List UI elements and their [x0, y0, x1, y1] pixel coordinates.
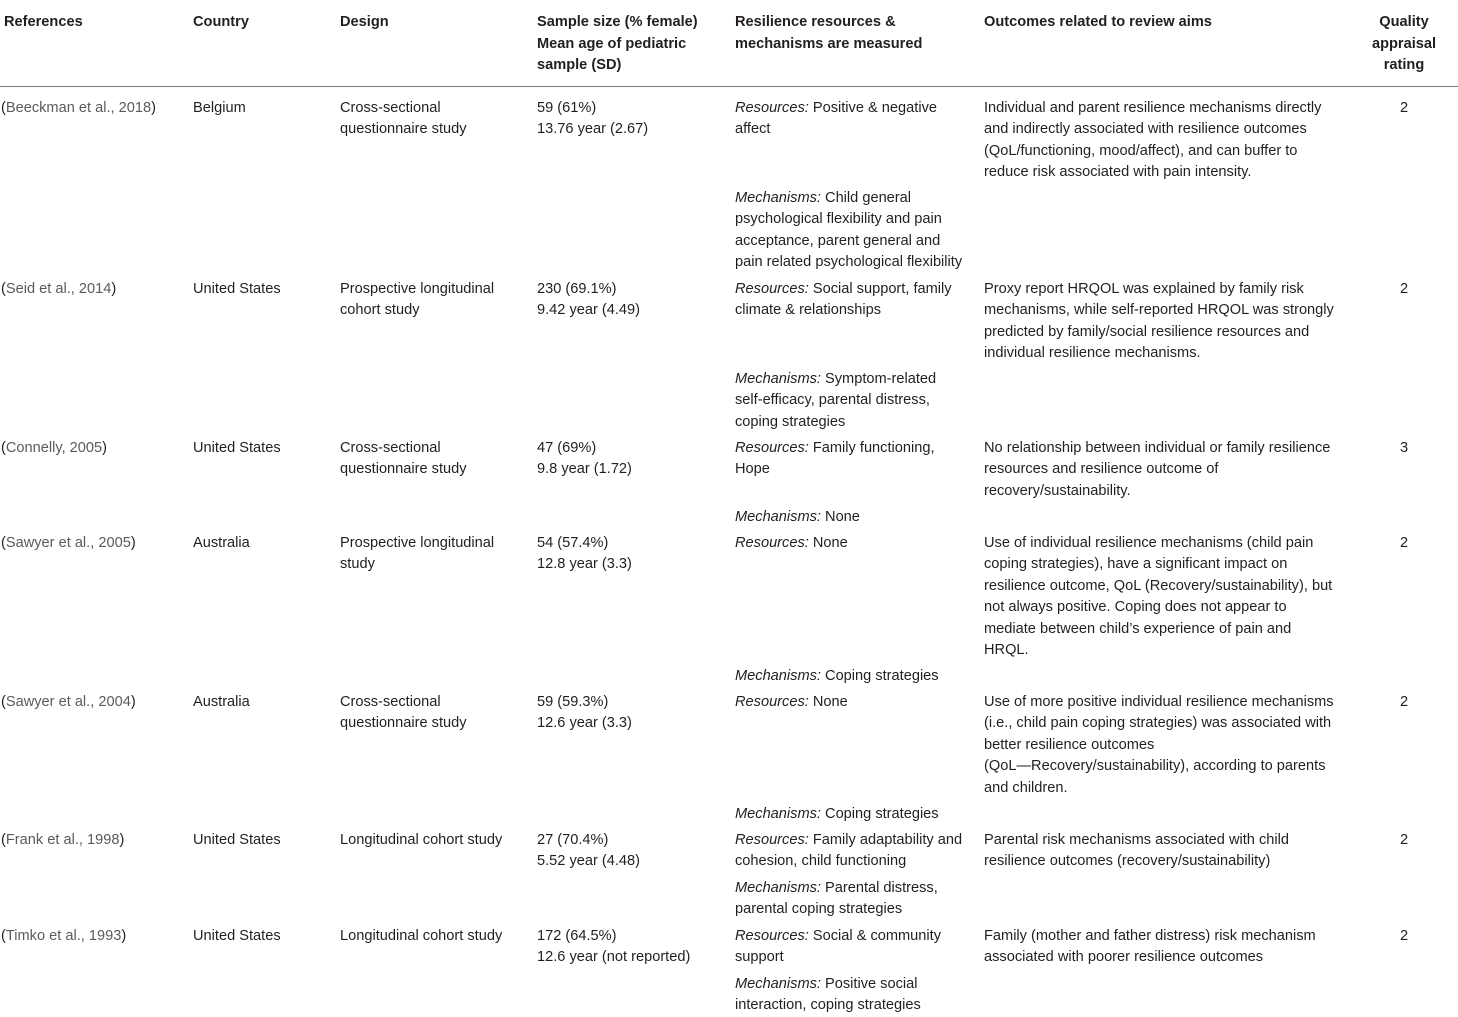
resources-cell	[735, 926, 941, 969]
cell-line: 27 (70.4%)	[537, 832, 609, 848]
citation-link[interactable]: Seid et al., 2014	[5, 281, 112, 297]
cell-line: mechanisms, while self-reported HRQOL was strongly	[984, 302, 1334, 319]
cell-line: 59 (59.3%)	[537, 694, 609, 710]
cell-line: Longitudinal cohort study	[340, 928, 503, 944]
mechanisms-label: Mechanisms:	[735, 509, 821, 525]
header-resilience-line: mechanisms are measured	[735, 35, 923, 52]
sample-cell	[537, 98, 648, 141]
rating-cell: 2	[1399, 281, 1409, 297]
design-cell	[340, 279, 494, 322]
cell-line: 47 (69%)	[537, 440, 597, 456]
cell-line: 9.42 year (4.49)	[537, 302, 641, 319]
citation-link[interactable]: Connelly, 2005	[5, 440, 103, 456]
cell-line	[735, 851, 962, 872]
cell-line: Cross-sectional	[340, 440, 441, 456]
cell-line: 5.52 year (4.48)	[537, 853, 641, 870]
cell-line	[735, 390, 936, 411]
outcomes-cell	[984, 533, 1332, 661]
cell-line: questionnaire study	[340, 121, 467, 138]
cell-line: study	[340, 556, 375, 573]
header-resilience	[735, 12, 922, 55]
cell-line: cohort study	[340, 302, 420, 319]
outcomes-cell	[984, 98, 1321, 184]
header-sample	[537, 12, 698, 77]
cell-line: 12.6 year (3.3)	[537, 715, 632, 732]
mechanisms-text: psychological flexibility and pain	[735, 211, 942, 228]
outcomes-cell	[984, 438, 1330, 502]
country-cell: United States	[193, 832, 281, 848]
resources-text: support	[735, 949, 784, 966]
outcomes-cell	[984, 279, 1334, 365]
header-outcomes: Outcomes related to review aims	[984, 14, 1212, 30]
cell-line: Prospective longitudinal	[340, 535, 495, 551]
cell-line: predicted by family/social resilience resources and	[984, 323, 1310, 340]
mechanisms-text: Child general	[820, 190, 912, 206]
resources-cell	[735, 438, 935, 481]
open-paren: (	[1, 100, 6, 116]
mechanisms-text: acceptance, parent general and	[735, 232, 941, 249]
open-paren: (	[1, 694, 6, 710]
resources-text: Social & community	[808, 928, 942, 944]
country-cell: Australia	[193, 694, 250, 710]
mechanisms-cell	[735, 666, 939, 687]
resources-cell	[735, 692, 848, 713]
header-resilience-line: Resilience resources &	[735, 14, 896, 30]
header-country: Country	[193, 14, 249, 30]
cell-line: Use of individual resilience mechanisms (child pain	[984, 535, 1314, 551]
mechanisms-text: Coping strategies	[820, 668, 939, 684]
cell-line	[735, 300, 952, 321]
cell-line	[735, 252, 962, 273]
open-paren: (	[1, 535, 6, 551]
cell-line: Proxy report HRQOL was explained by family risk	[984, 281, 1304, 297]
table-header	[0, 0, 1458, 87]
cell-line	[735, 209, 962, 230]
close-paren: )	[102, 440, 108, 456]
country-cell: Belgium	[193, 100, 246, 116]
mechanisms-label: Mechanisms:	[735, 371, 821, 387]
header-quality-line: Quality	[1379, 14, 1429, 30]
citation-link[interactable]: Frank et al., 1998	[5, 832, 120, 848]
rating-cell: 2	[1399, 694, 1409, 710]
cell-line: reduce risk associated with pain intensity.	[984, 164, 1252, 181]
cell-line	[735, 412, 936, 433]
design-cell	[340, 830, 502, 851]
country-cell: Australia	[193, 535, 250, 551]
cell-line	[735, 369, 936, 390]
cell-line	[735, 279, 952, 300]
mechanisms-text: interaction, coping strategies	[735, 997, 921, 1014]
mechanisms-cell	[735, 878, 938, 921]
sample-cell	[537, 692, 632, 735]
mechanisms-label: Mechanisms:	[735, 190, 821, 206]
mechanisms-text: Coping strategies	[820, 806, 939, 822]
cell-line	[735, 926, 941, 947]
rating-cell: 2	[1399, 535, 1409, 551]
cell-line: better resilience outcomes	[984, 736, 1155, 753]
resources-label: Resources:	[735, 281, 809, 297]
header-design: Design	[340, 14, 389, 30]
resources-cell	[735, 98, 937, 141]
close-paren: )	[119, 832, 125, 848]
mechanisms-cell	[735, 188, 962, 274]
resources-text: None	[808, 694, 848, 710]
resources-cell	[735, 533, 848, 554]
cell-line: Longitudinal cohort study	[340, 832, 503, 848]
cell-line	[735, 666, 939, 687]
resources-label: Resources:	[735, 928, 809, 944]
cell-line: 12.6 year (not reported)	[537, 949, 691, 966]
citation-link[interactable]: Beeckman et al., 2018	[5, 100, 152, 116]
design-cell	[340, 438, 467, 481]
cell-line: not always positive. Coping does not appear to	[984, 599, 1287, 616]
cell-line: 12.8 year (3.3)	[537, 556, 632, 573]
cell-line	[735, 438, 935, 459]
header-quality-line: rating	[1383, 57, 1425, 73]
sample-cell	[537, 926, 690, 969]
mechanisms-cell	[735, 507, 860, 528]
mechanisms-text: parental coping strategies	[735, 901, 903, 918]
rating-cell: 2	[1399, 928, 1409, 944]
cell-line: (QoL—Recovery/sustainability), according to parents	[984, 758, 1326, 775]
cell-line: 59 (61%)	[537, 100, 597, 116]
citation-link[interactable]: Sawyer et al., 2005	[5, 535, 131, 551]
resources-text: affect	[735, 121, 771, 138]
citation-link[interactable]: Timko et al., 1993	[5, 928, 122, 944]
cell-line: coping strategies), have a significant impact on	[984, 556, 1288, 573]
cell-line: Cross-sectional	[340, 100, 441, 116]
reference-cell	[1, 830, 124, 851]
mechanisms-label: Mechanisms:	[735, 976, 821, 992]
cell-line: recovery/sustainability.	[984, 482, 1131, 499]
mechanisms-text: pain related psychological flexibility	[735, 254, 963, 271]
rating-cell: 3	[1399, 440, 1409, 456]
resources-text: Family adaptability and	[808, 832, 963, 848]
cell-line: Prospective longitudinal	[340, 281, 495, 297]
cell-line: individual resilience mechanisms.	[984, 345, 1201, 362]
open-paren: (	[1, 928, 6, 944]
mechanisms-text: Parental distress,	[820, 880, 938, 896]
design-cell	[340, 98, 467, 141]
cell-line	[735, 878, 938, 899]
reference-cell	[1, 533, 136, 554]
sample-cell	[537, 533, 632, 576]
cell-line: resilience outcome, QoL (Recovery/sustainability), but	[984, 577, 1333, 594]
resources-text: cohesion, child functioning	[735, 853, 907, 870]
close-paren: )	[151, 100, 156, 116]
mechanisms-cell	[735, 974, 921, 1017]
resources-text: Positive & negative	[808, 100, 937, 116]
mechanisms-label: Mechanisms:	[735, 806, 821, 822]
country-cell: United States	[193, 928, 281, 944]
reference-cell	[1, 438, 107, 459]
open-paren: (	[1, 281, 6, 297]
cell-line	[735, 692, 848, 713]
cell-line	[735, 119, 937, 140]
cell-line	[735, 459, 935, 480]
outcomes-cell	[984, 830, 1289, 873]
resources-text: Social support, family	[808, 281, 952, 297]
cell-line: 13.76 year (2.67)	[537, 121, 649, 138]
cell-line: resources and resilience outcome of	[984, 461, 1219, 478]
cell-line	[735, 974, 921, 995]
mechanisms-cell	[735, 369, 936, 433]
resources-text: Hope	[735, 461, 770, 478]
cell-line: Parental risk mechanisms associated with child	[984, 832, 1289, 848]
cell-line: No relationship between individual or family resilience	[984, 440, 1331, 456]
cell-line	[735, 231, 962, 252]
header-sample-line: sample (SD)	[537, 57, 622, 73]
cell-line	[735, 995, 921, 1016]
mechanisms-text: self-efficacy, parental distress,	[735, 392, 930, 409]
cell-line	[735, 98, 937, 119]
cell-line: HRQL.	[984, 642, 1029, 659]
cell-line: questionnaire study	[340, 461, 467, 478]
sample-cell	[537, 279, 640, 322]
header-quality	[1360, 12, 1448, 77]
resources-text: Family functioning,	[808, 440, 935, 456]
mechanisms-text: Symptom-related	[820, 371, 937, 387]
mechanisms-label: Mechanisms:	[735, 880, 821, 896]
reference-cell	[1, 279, 116, 300]
cell-line	[735, 188, 962, 209]
sample-cell	[537, 438, 632, 481]
resources-label: Resources:	[735, 100, 809, 116]
resources-cell	[735, 279, 952, 322]
close-paren: )	[111, 281, 117, 297]
header-references: References	[4, 14, 83, 30]
cell-line: (QoL/functioning, mood/affect), and can buffer to	[984, 142, 1298, 159]
design-cell	[340, 533, 494, 576]
reference-cell	[1, 926, 126, 947]
resources-cell	[735, 830, 962, 873]
cell-line	[735, 947, 941, 968]
cell-line: questionnaire study	[340, 715, 467, 732]
mechanisms-text: coping strategies	[735, 413, 846, 430]
design-cell	[340, 926, 502, 947]
cell-line: and indirectly associated with resilience outcomes	[984, 121, 1307, 138]
sample-cell	[537, 830, 640, 873]
cell-line: Use of more positive individual resilience mechanisms	[984, 694, 1334, 710]
header-sample-line: Mean age of pediatric	[537, 35, 687, 52]
cell-line: and children.	[984, 779, 1068, 796]
cell-line: (i.e., child pain coping strategies) was associated with	[984, 715, 1332, 732]
resources-label: Resources:	[735, 535, 809, 551]
cell-line: Cross-sectional	[340, 694, 441, 710]
mechanisms-cell	[735, 804, 939, 825]
open-paren: (	[1, 832, 6, 848]
cell-line: Individual and parent resilience mechanisms directly	[984, 100, 1322, 116]
cell-line: mediate between child’s experience of pain and	[984, 620, 1292, 637]
resources-text: None	[808, 535, 848, 551]
resources-label: Resources:	[735, 440, 809, 456]
mechanisms-text: None	[820, 509, 860, 525]
cell-line: 9.8 year (1.72)	[537, 461, 632, 478]
cell-line: 54 (57.4%)	[537, 535, 609, 551]
rating-cell: 2	[1399, 100, 1409, 116]
citation-link[interactable]: Sawyer et al., 2004	[5, 694, 131, 710]
open-paren: (	[1, 440, 6, 456]
reference-cell	[1, 692, 136, 713]
resources-label: Resources:	[735, 694, 809, 710]
mechanisms-label: Mechanisms:	[735, 668, 821, 684]
cell-line: associated with poorer resilience outcomes	[984, 949, 1264, 966]
outcomes-cell	[984, 926, 1316, 969]
cell-line	[735, 533, 848, 554]
country-cell: United States	[193, 281, 281, 297]
cell-line	[735, 899, 938, 920]
resources-label: Resources:	[735, 832, 809, 848]
country-cell: United States	[193, 440, 281, 456]
outcomes-cell	[984, 692, 1334, 799]
design-cell	[340, 692, 467, 735]
cell-line	[735, 804, 939, 825]
close-paren: )	[130, 535, 136, 551]
cell-line: 230 (69.1%)	[537, 281, 617, 297]
cell-line	[735, 507, 860, 528]
reference-cell	[1, 98, 156, 119]
header-quality-line: appraisal	[1371, 35, 1437, 52]
cell-line	[735, 830, 962, 851]
mechanisms-text: Positive social	[820, 976, 918, 992]
rating-cell: 2	[1399, 832, 1409, 848]
header-sample-line: Sample size (% female)	[537, 14, 698, 30]
cell-line: 172 (64.5%)	[537, 928, 617, 944]
close-paren: )	[121, 928, 127, 944]
cell-line: Family (mother and father distress) risk mechanism	[984, 928, 1316, 944]
close-paren: )	[130, 694, 136, 710]
cell-line: resilience outcomes (recovery/sustainability)	[984, 853, 1271, 870]
resources-text: climate & relationships	[735, 302, 882, 319]
